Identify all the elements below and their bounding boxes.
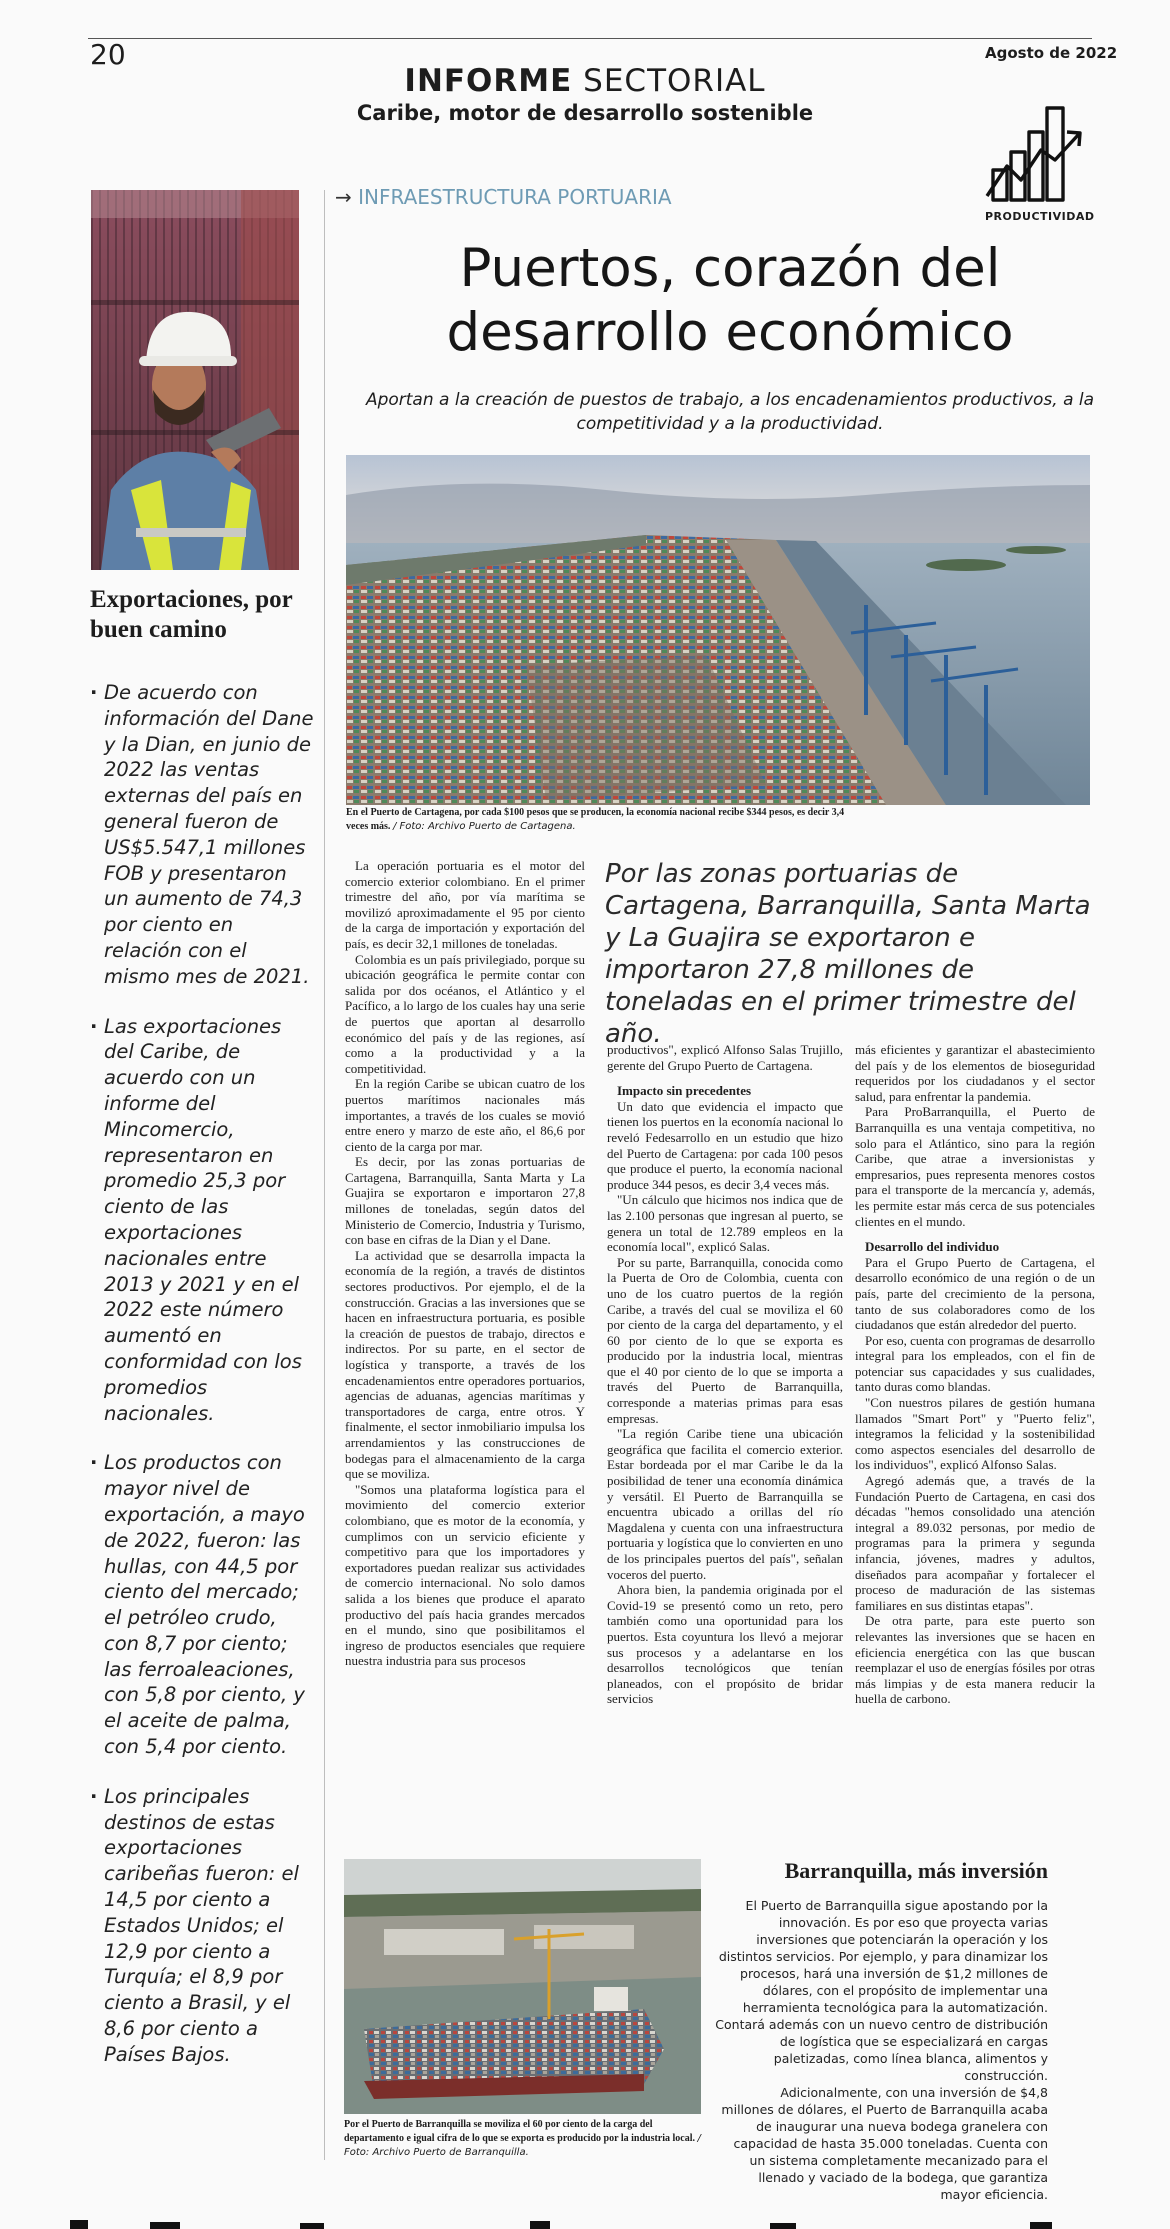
page-bottom-edge xyxy=(70,2218,1100,2229)
section-subtitle: Caribe, motor de desarrollo sostenible xyxy=(356,101,814,125)
section-title-bold: INFORME xyxy=(404,63,573,99)
body-paragraph: La actividad que se desarrolla impacta la economía de la región, a través de distintos sectores productivos. Por ejemplo, el de la construcción. Gracias a las inversiones que se hacen en infraestructura portuaria, es posible la creación de puestos de trabajo, directos e indirectos. Por su parte, en el sector de logística y transporte, a través de los encadenamientos entre operadores portuarios, agencias de aduanas, agencias marítimas y transportadores de carga, entre otros. Y finalmente, el sector inmobiliario impulsa los arrendamientos y las construcciones de bodegas para el almacenamiento de la carga que se moviliza. xyxy=(345,1247,585,1482)
caption-text: En el Puerto de Cartagena, por cada $100 pesos que se producen, la economía nacional recibe $344 pesos, es decir 3,4 veces más. xyxy=(346,807,845,832)
body-paragraph: Ahora bien, la pandemia originada por el Covid-19 se presentó como un reto, pero también como una oportunidad para los puertos. Esta coyuntura los llevó a mejorar sus procesos y a adelantarse en los desarrollos tecnológicos que tenían planeados, con el propósito de bridar servicios xyxy=(607,1582,843,1707)
port-aerial-photo xyxy=(346,455,1090,805)
barranquilla-port-photo xyxy=(344,1859,701,2114)
subheading: Desarrollo del individuo xyxy=(865,1239,1000,1255)
body-paragraph: "Somos una plataforma logística para el movimiento del comercio exterior colombiano, que es motor de la economía, y cumplimos con un servicio eficiente y competitivo para que los importadores y exportadores puedan realizar sus actividades de comercio internacional. No solo damos salida a los bienes que produce el aparato productivo del país hacia grandes mercados en el mundo, sino que posibilitamos el ingreso de productos esenciales que requiere nuestra industria para sus procesos xyxy=(345,1481,585,1669)
body-paragraph: "Con nuestros pilares de gestión humana llamados "Smart Port" y "Puerto feliz", integramos la felicidad y la sostenibilidad como aspectos esenciales del desarrollo de los individuos", explicó Alfonso Salas. xyxy=(855,1395,1095,1473)
body-paragraph: más eficientes y garantizar el abastecimiento del país y de los elementos de bioseguridad requeridos por los ciudadanos y el sector salud, para enfrentar la pandemia. xyxy=(855,1042,1095,1104)
body-paragraph: Para el Grupo Puerto de Cartagena, el desarrollo económico de una región o de un país, parte del crecimiento de la persona, tanto de sus colaboradores como de los ciudadanos que están alrededor del puerto. xyxy=(855,1254,1095,1333)
box-paragraph: El Puerto de Barranquilla sigue apostando por la innovación. Es por eso que proyecta varias inversiones que potenciarán la operación y los distintos servicios. Por ejemplo, y para dinamizar los procesos, hará una inversión de $1,2 millones de dólares, con el propósito de implementar una herramienta tecnológica para la automatización. Contará además con un nuevo centro de distribución de logística que se especializará en cargas paletizadas, como línea blanca, alimentos y construcción. xyxy=(715,1898,1048,2083)
body-paragraph: productivos", explicó Alfonso Salas Trujillo, gerente del Grupo Puerto de Cartagena. xyxy=(607,1042,843,1073)
body-paragraph: Es decir, por las zonas portuarias de Cartagena, Barranquilla, Santa Marta y La Guajira se exportaron e importaron 27,8 millones de toneladas, según datos del Ministerio de Comercio, Industria y Turismo, con base en cifras de la Dian y el Dane. xyxy=(345,1154,585,1248)
headline-line: desarrollo económico xyxy=(446,302,1014,363)
body-paragraph: Por su parte, Barranquilla, conocida como la Puerta de Oro de Colombia, cuenta con uno de los cuatro puertos de la región Caribe, a través del cual se moviliza el 60 por ciento de la carga del departamento, y el 60 por ciento de lo que se exporta es producido por la industria local, mientras que el 40 por ciento de lo que se importa a través del Puerto de Barranquilla, corresponde a materias primas para esas empresas. xyxy=(607,1254,843,1426)
body-paragraph: "La región Caribe tiene una ubicación geográfica que facilita el comercio exterior. Estar bordeada por el mar Caribe le da la posibilidad de tener una economía dinámica y versátil. El Puerto de Barranquilla se encuentra ubicado a orillas del río Magdalena y cuenta con una infraestructura portuaria y logística que lo convierten en uno de los principales puertos del país", señalan voceros del puerto. xyxy=(607,1426,843,1582)
body-paragraph: Colombia es un país privilegiado, porque su ubicación geográfica le permite contar con salida por dos océanos, el Atlántico y el Pacífico, a lo largo de los cuales hay una serie de puertos que aportan al desarrollo económico del país y de las regiones, así como a la productividad y a la competitividad. xyxy=(345,951,585,1076)
page-number: 20 xyxy=(90,38,126,71)
body-paragraph: Por eso, cuenta con programas de desarrollo integral para los empleados, con el fin de potenciar sus capacidades y sus cualidades, tanto duras como blandas. xyxy=(855,1332,1095,1395)
worker-photo xyxy=(91,190,299,570)
body-paragraph: De otra parte, para este puerto son relevantes las inversiones que se hacen en eficiencia energética con las que buscan reemplazar el uso de energías fósiles por otras más limpias y de esta manera reducir la huella de carbono. xyxy=(855,1613,1095,1707)
article-headline xyxy=(345,237,1115,365)
body-paragraph: Agregó además que, a través de la Fundación Puerto de Cartagena, en casi dos décadas "hemos consolidado una atención integral a 89.032 personas, por medio de programas para la primera y segunda infancia, jóvenes, madres y adultos, diseñados para acompañar y fortalecer el proceso de maduración de las sistemas familiares en sus distintas etapas". xyxy=(855,1473,1095,1613)
article-kicker xyxy=(335,185,672,209)
growth-chart-icon xyxy=(985,104,1087,204)
body-paragraph: En la región Caribe se ubican cuatro de los puertos marítimos nacionales más importantes, a través de los cuales se movió entre enero y marzo de este año, el 86,6 por ciento de la carga por mar. xyxy=(345,1076,585,1154)
body-paragraph: Para ProBarranquilla, el Puerto de Barranquilla es una ventaja competitiva, no solo para el Atlántico, sino para la región Caribe, que atrae a inversionistas y empresarios, pues representa menores costos para el transporte de la mercancía y, además, les permite estar más cerca de sus potenciales clientes en el mundo. xyxy=(855,1104,1095,1229)
article-deck: Aportan a la creación de puestos de trabajo, a los encadenamientos productivos, a la competitividad y a la productividad. xyxy=(365,390,1095,434)
photo-credit: / Foto: Archivo Puerto de Barranquilla. xyxy=(344,2133,701,2158)
body-paragraph: Un dato que evidencia el impacto que tienen los puertos en la economía nacional lo reveló Fedesarrollo en un estudio que hizo del Puerto de Cartagena: por cada 100 pesos que produce el puerto, la economía nacional produce 344 pesos, es decir 3,4 veces más. xyxy=(607,1098,843,1192)
box-photo-caption xyxy=(344,2118,704,2160)
sidebar-title: Exportaciones, por buen camino xyxy=(90,586,293,643)
subheading: Impacto sin precedentes xyxy=(617,1083,752,1099)
pull-quote: Por las zonas portuarias de Cartagena, Barranquilla, Santa Marta y La Guajira se exportaron e importaron 27,8 millones de toneladas en el primer trimestre del año. xyxy=(605,859,1091,1049)
article-column-1 xyxy=(345,858,585,1669)
box-title: Barranquilla, más inversión xyxy=(784,1858,1048,1883)
body-paragraph: La operación portuaria es el motor del comercio exterior colombiano. En el primer trimestre del año, por vía marítima se movilizó aproximadamente el 95 por ciento de la carga de importación y exportación del país, es decir 32,1 millones de toneladas. xyxy=(345,858,585,951)
sidebar-bullet-list xyxy=(90,680,314,2092)
column-divider xyxy=(324,190,325,2160)
main-photo-caption xyxy=(346,806,846,834)
section-title-light: SECTORIAL xyxy=(583,63,766,99)
box-body xyxy=(715,1897,1048,2203)
sidebar-bullet: · De acuerdo con información del Dane y la Dian, en junio de 2022 las ventas externas del país en general fueron de US$5.547,1 millones FOB y presentaron un aumento de 74,3 por ciento en relación con el mismo mes de 2021. xyxy=(90,680,314,990)
arrow-right-icon: → xyxy=(335,185,352,209)
caption-text: Por el Puerto de Barranquilla se moviliza el 60 por ciento de la carga del departamento e igual cifra de lo que se exporta es producido por la industria local. xyxy=(344,2119,696,2144)
sidebar-bullet: · Las exportaciones del Caribe, de acuerdo con un informe del Mincomercio, representaron en promedio 25,3 por ciento de las exportaciones nacionales entre 2013 y 2021 y en el 2022 este número aumentó en conformidad con los promedios nacionales. xyxy=(90,1014,314,1427)
section-title xyxy=(0,63,1170,99)
box-paragraph: Adicionalmente, con una inversión de $4,8 millones de dólares, el Puerto de Barranquilla acaba de inaugurar una nueva bodega granelera con capacidad de hasta 35.000 toneladas. Cuenta con un sistema completamente mecanizado para el llenado y vaciado de la bodega, que garantiza mayor eficiencia. xyxy=(721,2085,1048,2202)
kicker-label: INFRAESTRUCTURA PORTUARIA xyxy=(358,185,672,209)
article-column-2 xyxy=(607,1042,843,1707)
article-column-3 xyxy=(855,1042,1095,1707)
top-rule xyxy=(88,38,1092,39)
sidebar-bullet: · Los principales destinos de estas exportaciones caribeñas fueron: el 14,5 por ciento a Estados Unidos; el 12,9 por ciento a Turquía; el 8,9 por ciento a Brasil, y el 8,6 por ciento a Países Bajos. xyxy=(90,1784,314,2068)
sidebar-bullet: · Los productos con mayor nivel de exportación, a mayo de 2022, fueron: las hullas, con 44,5 por ciento del mercado; el petróleo crudo, con 8,7 por ciento; las ferroaleaciones, con 5,8 por ciento, y el aceite de palma, con 5,4 por ciento. xyxy=(90,1450,314,1760)
photo-credit: / Foto: Archivo Puerto de Cartagena. xyxy=(392,821,576,832)
issue-date: Agosto de 2022 xyxy=(985,44,1118,62)
headline-line: Puertos, corazón del xyxy=(459,238,1001,299)
productivity-label: PRODUCTIVIDAD xyxy=(985,210,1095,223)
body-paragraph: "Un cálculo que hicimos nos indica que de las 2.100 personas que ingresan al puerto, se genera un total de 12.789 empleos en la economía local", explicó Salas. xyxy=(607,1192,843,1255)
